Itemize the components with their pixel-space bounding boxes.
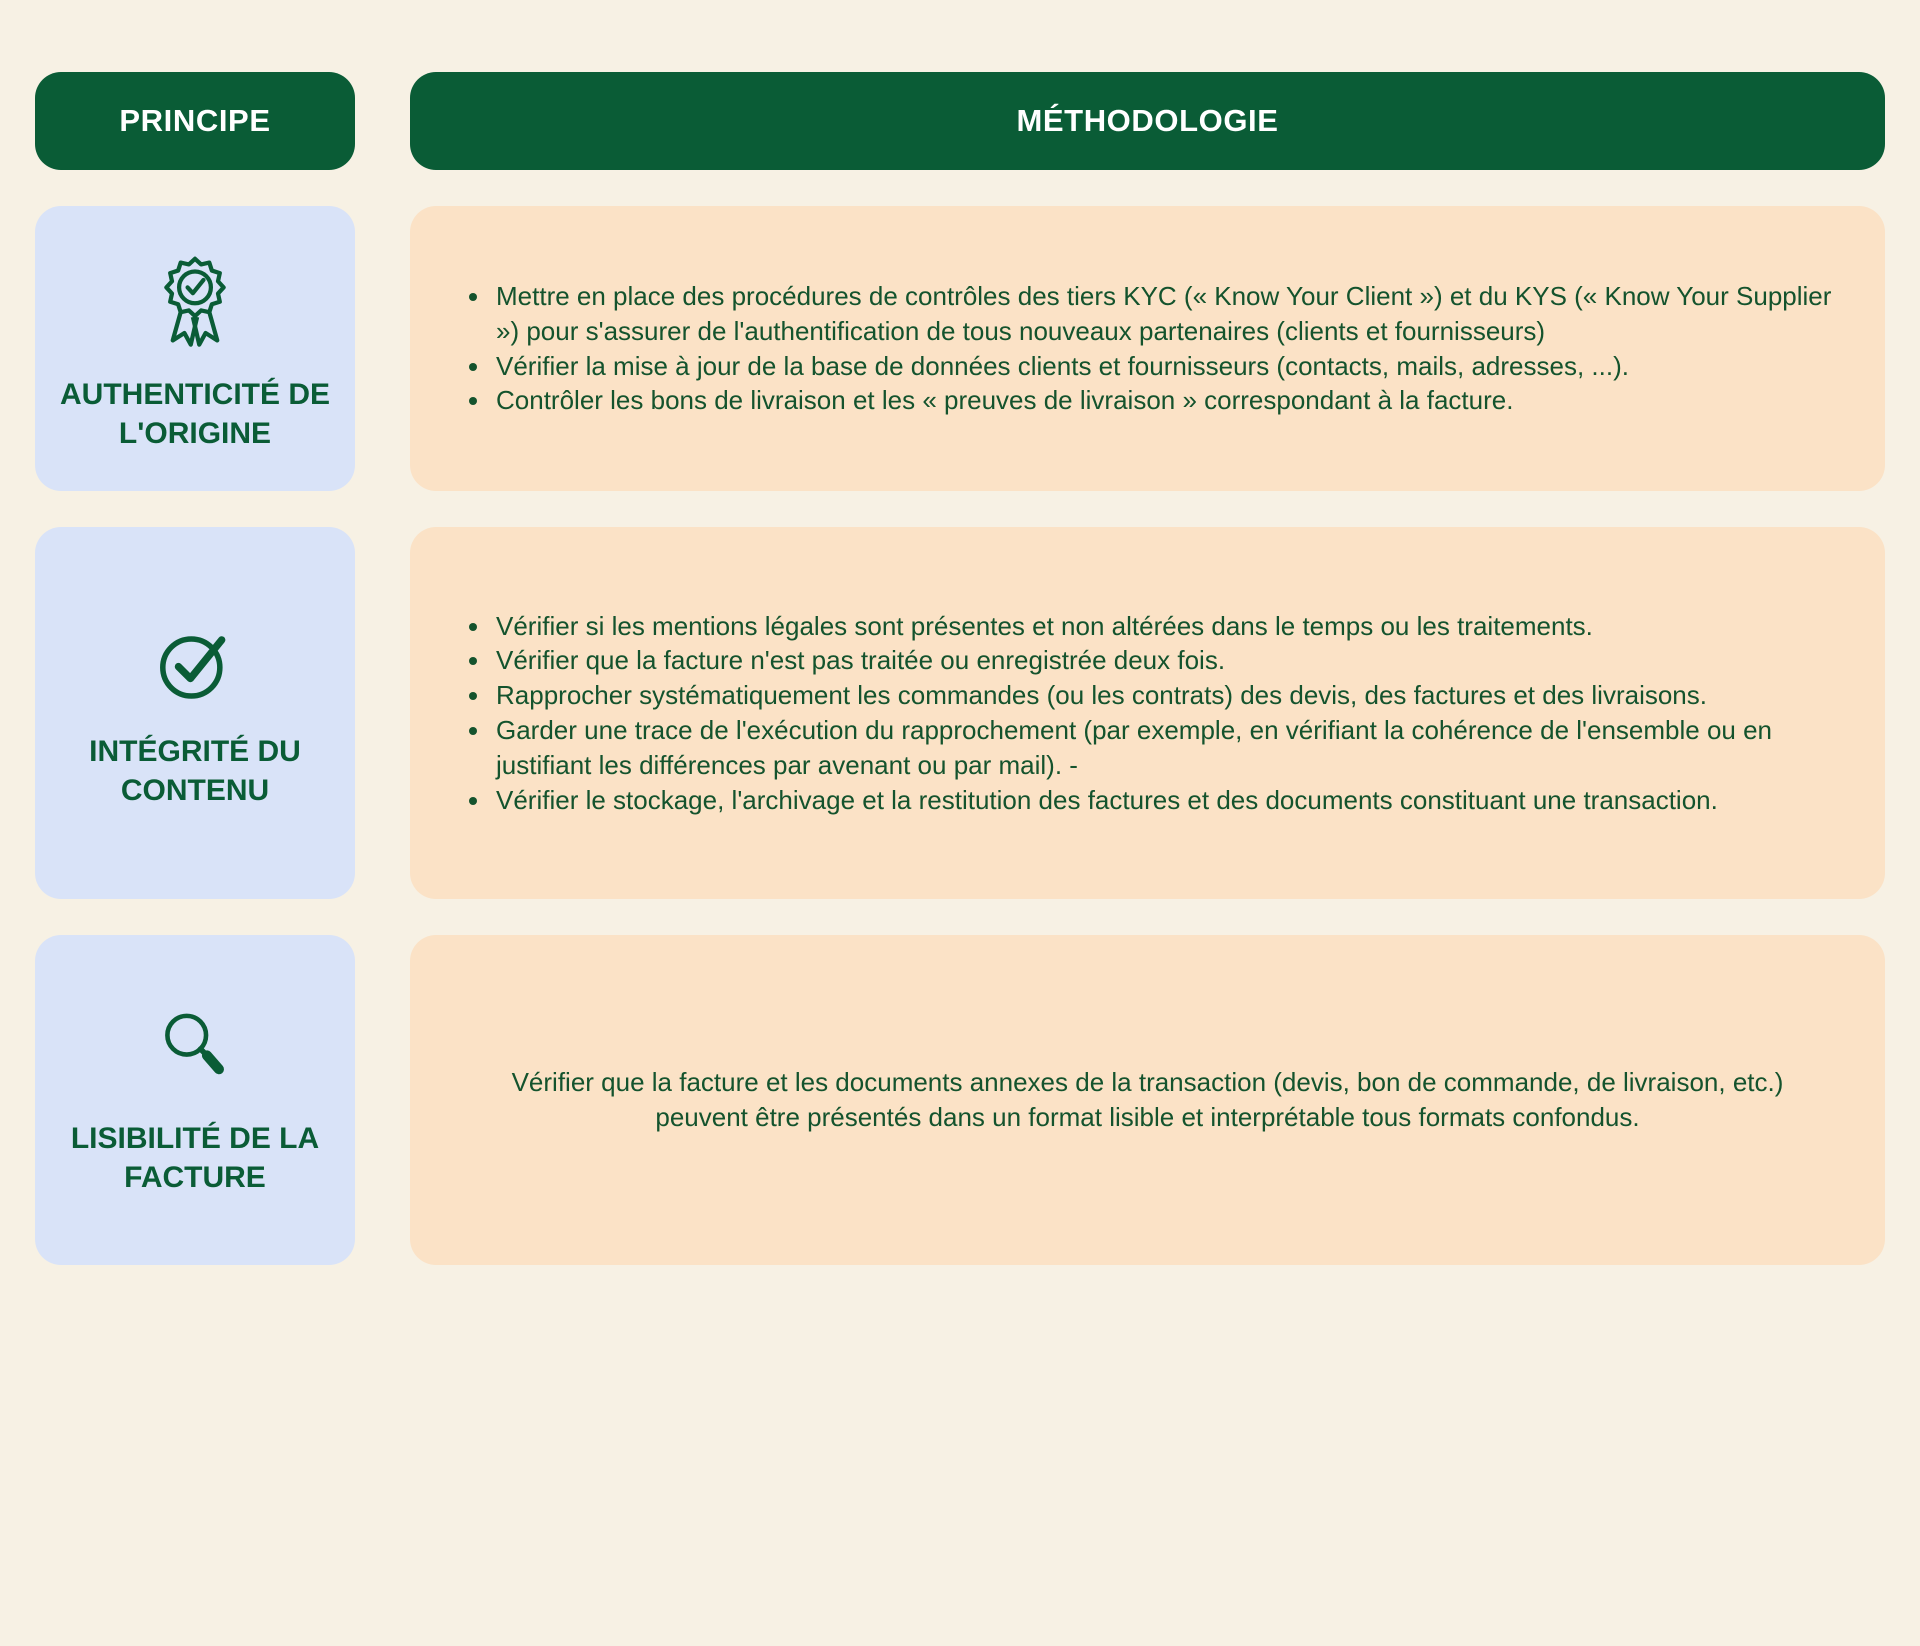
principle-label-authenticite: AUTHENTICITÉ DE L'ORIGINE <box>60 377 330 450</box>
rosette-badge-icon <box>142 245 248 351</box>
bullet-list <box>460 609 1835 818</box>
bullet-item: • Vérifier que la facture n'est pas traitée ou enregistrée deux fois. <box>492 643 1835 678</box>
check-circle-icon <box>149 616 241 708</box>
bullet-item: • Vérifier si les mentions légales sont présentes et non altérées dans le temps ou les traitements. <box>492 609 1835 644</box>
bullet-list <box>460 279 1835 418</box>
principle-card-authenticite <box>35 206 355 491</box>
bullet-item: • Contrôler les bons de livraison et les « preuves de livraison » correspondant à la facture. <box>492 383 1835 418</box>
methodology-card-authenticite <box>410 206 1885 491</box>
methodology-card-lisibilite <box>410 935 1885 1265</box>
bullet-item: • Vérifier le stockage, l'archivage et la restitution des factures et des documents constituant une transaction. <box>492 783 1835 818</box>
header-pill-methodology <box>410 72 1885 170</box>
principle-card-lisibilite <box>35 935 355 1265</box>
methodology-card-integrite <box>410 527 1885 899</box>
header-principle-label: PRINCIPE <box>119 103 271 138</box>
magnifier-icon <box>149 1003 241 1095</box>
principle-label-integrite: INTÉGRITÉ DU CONTENU <box>89 735 301 807</box>
bullet-item: • Rapprocher systématiquement les commandes (ou les contrats) des devis, des factures et des livraisons. <box>492 678 1835 713</box>
methodology-paragraph: Vérifier que la facture et les documents annexes de la transaction (devis, bon de commande, de livraison, etc.) peuvent être présentés dans un format lisible et interprétable tous formats confondus. <box>511 1067 1784 1132</box>
bullet-item: • Vérifier la mise à jour de la base de données clients et fournisseurs (contacts, mails, adresses, ...). <box>492 349 1835 384</box>
bullet-item: • Mettre en place des procédures de contrôles des tiers KYC (« Know Your Client ») et du KYS (« Know Your Supplier ») pour s'assurer de l'authentification de tous nouveaux partenaires (clients et fournisseurs) <box>492 279 1835 349</box>
bullet-item: • Garder une trace de l'exécution du rapprochement (par exemple, en vérifiant la cohérence de l'ensemble ou en justifiant les différences par avenant ou par mail). - <box>492 713 1835 783</box>
principle-label-lisibilite: LISIBILITÉ DE LA FACTURE <box>70 1122 320 1194</box>
principle-card-integrite <box>35 527 355 899</box>
header-methodology-label: MÉTHODOLOGIE <box>1016 103 1279 138</box>
header-pill-principle <box>35 72 355 170</box>
